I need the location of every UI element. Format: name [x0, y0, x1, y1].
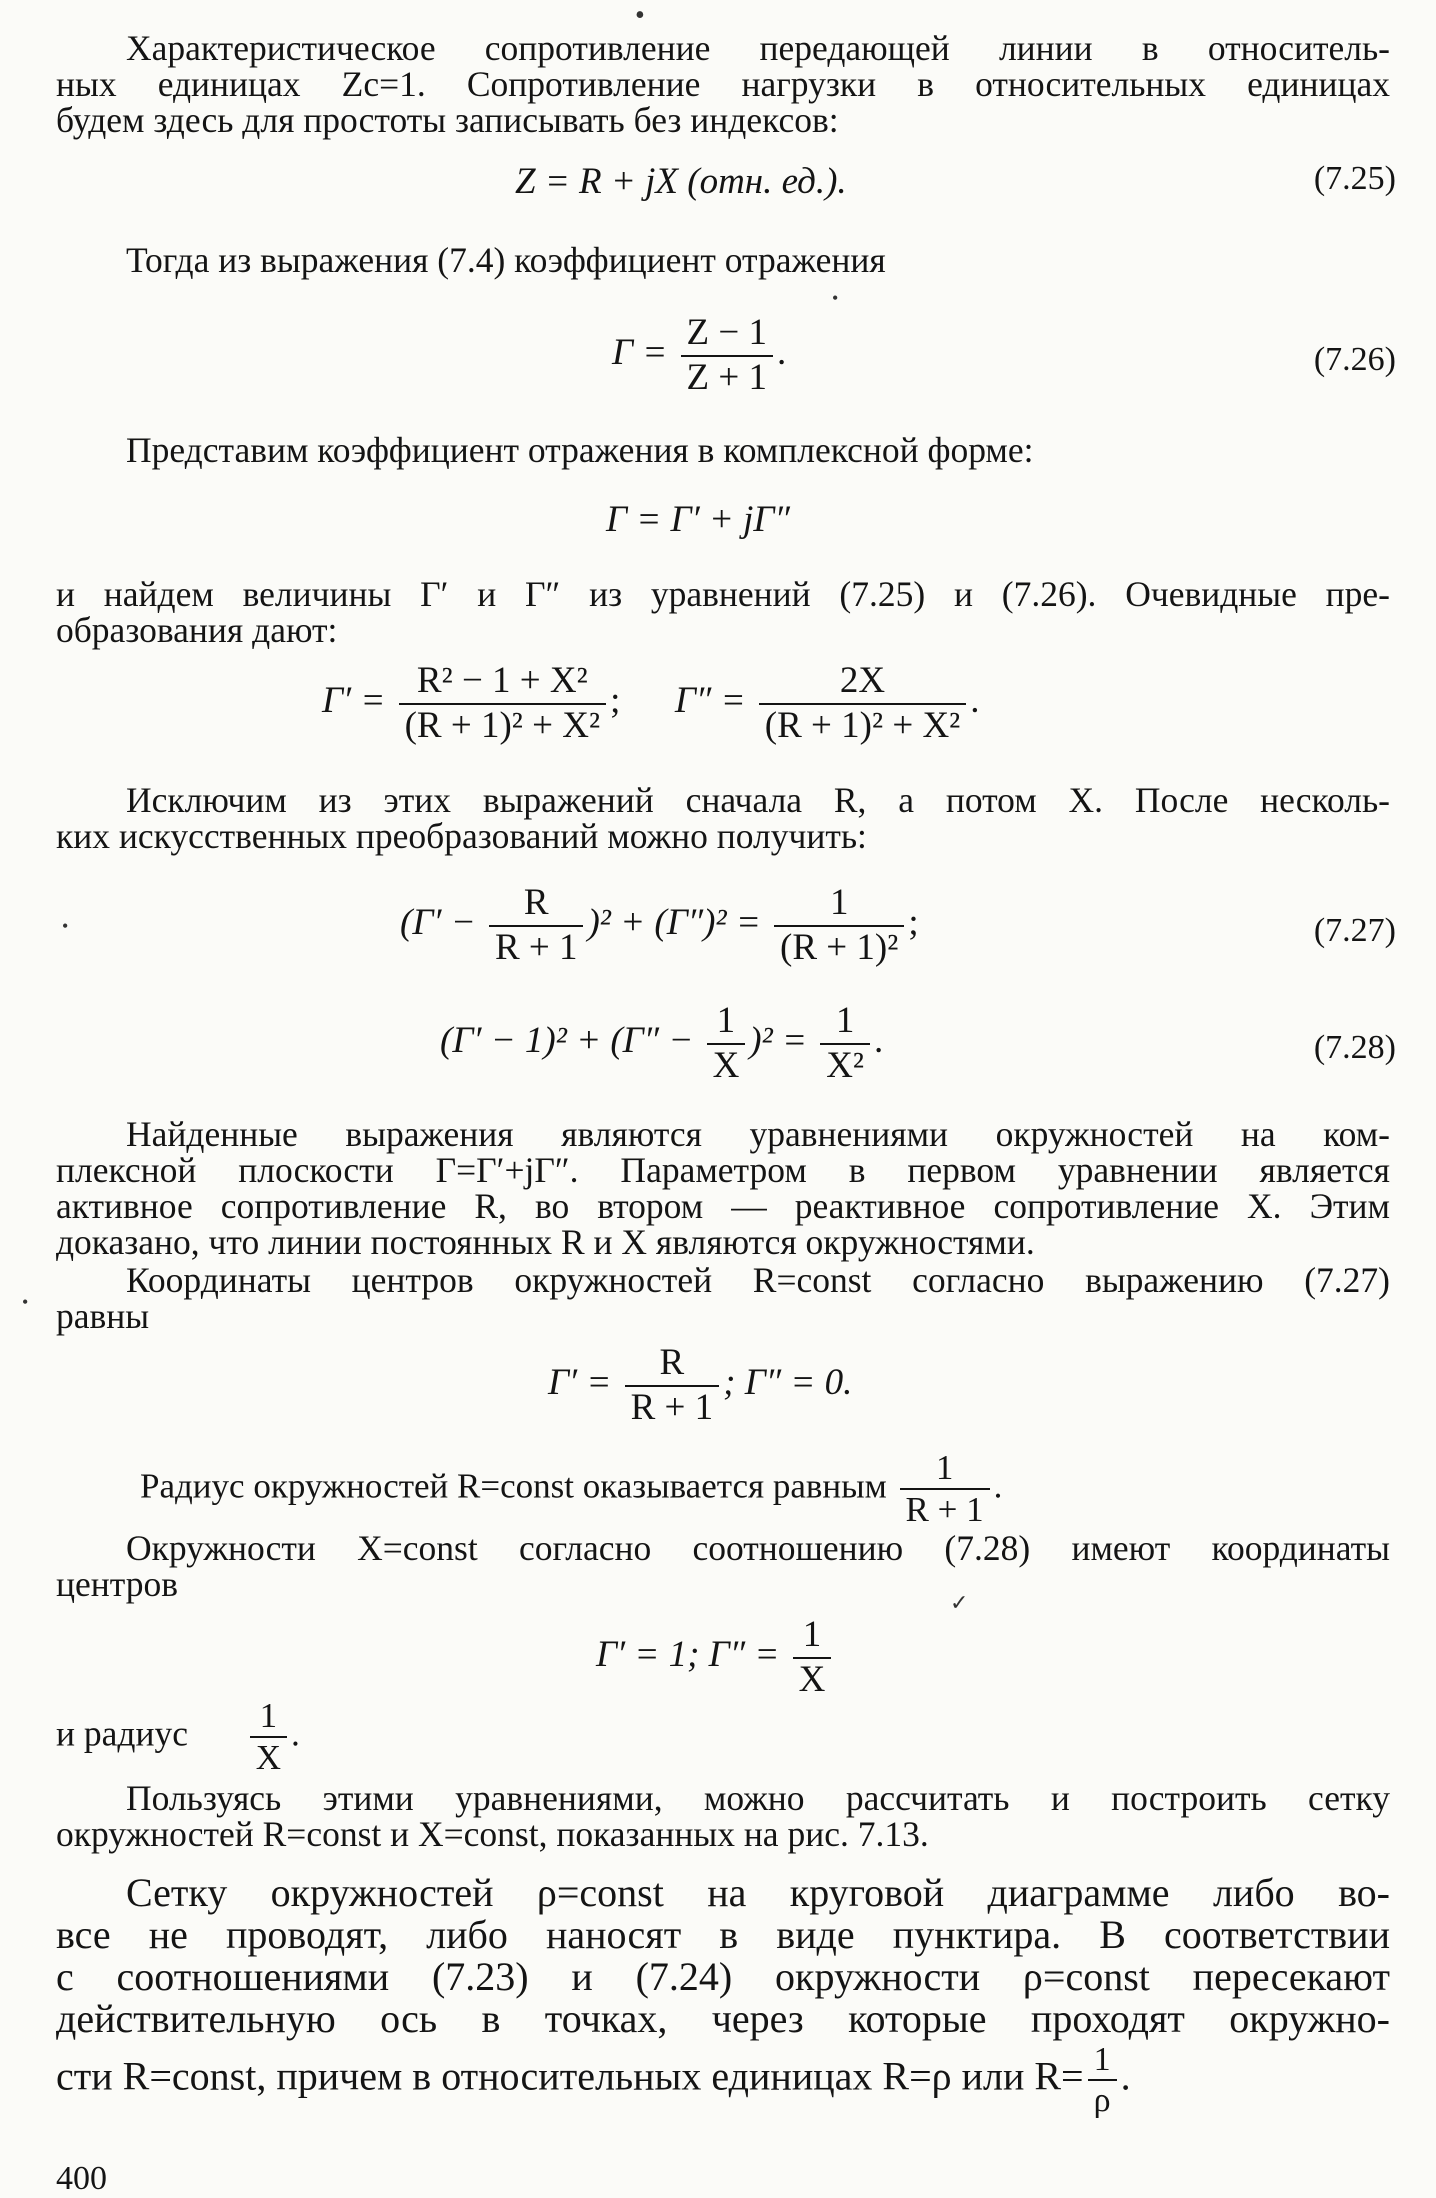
- text-line: Радиус окружностей R=const оказывается равным: [140, 1466, 887, 1506]
- equation-tail: ;: [908, 902, 919, 944]
- fraction-numerator: R² − 1 + X²: [399, 660, 606, 705]
- equation-part: )²: [749, 1020, 773, 1062]
- equation-number: (7.25): [1313, 160, 1396, 197]
- equation-7-26: [612, 312, 786, 399]
- text-line: окружностей R=const и X=const, показанных на рис. 7.13.: [56, 1814, 929, 1854]
- fraction-denominator: R + 1: [905, 1490, 984, 1530]
- equation-tail: .: [993, 1466, 1003, 1506]
- equation-7-25: [515, 160, 847, 203]
- paragraph-circles: [56, 1116, 1390, 1260]
- equation-complex-form: [606, 498, 790, 541]
- paragraph-build-grid: [56, 1780, 1390, 1852]
- equation-centers-x: [596, 1614, 835, 1701]
- paragraph-eliminate: [56, 782, 1390, 854]
- equation-lhs: Г′ = 1; Г″ =: [596, 1634, 780, 1676]
- fraction-denominator: X: [798, 1658, 826, 1700]
- equation-number: (7.27): [1313, 912, 1396, 949]
- text-line: активное сопротивление R, во втором — реактивное сопротивление X. Этим: [56, 1186, 1390, 1226]
- text-line: равны: [56, 1296, 150, 1336]
- text-line: Представим коэффициент отражения в комплексной форме:: [126, 430, 1034, 470]
- equation-part: =: [781, 1020, 807, 1062]
- fraction-numerator: 1: [900, 1448, 990, 1490]
- separator: ;: [610, 680, 621, 722]
- text-line: Координаты центров окружностей R=const согласно выражению (7.27): [126, 1260, 1390, 1300]
- paragraph-complex-form: [56, 432, 1390, 468]
- fraction-denominator: (R + 1)² + X²: [404, 704, 601, 746]
- paragraph-radius-r: [140, 1448, 1240, 1531]
- text-line: плексной плоскости Г=Г′+jГ″. Параметром в первом уравнении является: [56, 1150, 1390, 1190]
- equation-part: (Г′ − 1)² +: [440, 1020, 602, 1062]
- fraction: [625, 1342, 720, 1429]
- fraction-denominator: (R + 1)²: [780, 926, 899, 968]
- print-speck: •: [62, 916, 69, 936]
- text-line: все не проводят, либо наносят в виде пунктира. В соответствии: [56, 1912, 1390, 1957]
- equation-lhs: Г′ =: [548, 1362, 612, 1404]
- equation-part: + (Г″)² =: [620, 902, 761, 944]
- fraction-denominator: X²: [826, 1044, 865, 1086]
- text-line: ких искусственных преобразований можно получить:: [56, 816, 867, 856]
- fraction: [399, 660, 606, 747]
- equation-7-27: [400, 882, 919, 969]
- paragraph-characteristic-impedance: [56, 30, 1390, 138]
- text-line: образования дают:: [56, 610, 338, 650]
- text-line-content: сти R=const, причем в относительных единицах R=ρ или R=: [56, 2053, 1084, 2099]
- text-line: и найдем величины Г′ и Г″ из уравнений (7.25) и (7.26). Очевидные пре-: [56, 574, 1390, 614]
- fraction: [681, 312, 773, 399]
- fraction-numerator: R: [625, 1342, 720, 1387]
- paragraph-radius-x: [56, 1696, 656, 1779]
- fraction-numerator: 2X: [759, 660, 966, 705]
- fraction-numerator: 1: [820, 1000, 870, 1045]
- text-line: с соотношениями (7.23) и (7.24) окружности ρ=const пересекают: [56, 1954, 1390, 1999]
- fraction-denominator: R + 1: [630, 1386, 714, 1428]
- text-line: Сетку окружностей ρ=const на круговой диаграмме либо во-: [126, 1870, 1390, 1915]
- fraction-numerator: 1: [707, 1000, 746, 1045]
- equation-number: (7.28): [1313, 1029, 1396, 1066]
- text-line: Исключим из этих выражений сначала R, а потом X. После несколь-: [126, 780, 1390, 820]
- fraction-numerator: 1: [1088, 2040, 1117, 2081]
- equation-number: (7.26): [1313, 341, 1396, 378]
- text-line: Найденные выражения являются уравнениями окружностей на ком-: [126, 1114, 1390, 1154]
- paragraph-find-values: [56, 576, 1390, 648]
- fraction-numerator: 1: [793, 1614, 832, 1659]
- fraction-denominator: Z + 1: [686, 356, 767, 398]
- fraction-denominator: (R + 1)² + X²: [764, 704, 961, 746]
- fraction-numerator: 1: [774, 882, 904, 927]
- text-line: Тогда из выражения (7.4) коэффициент отражения: [126, 240, 886, 280]
- fraction: [900, 1448, 990, 1531]
- text-line: ных единицах Zc=1. Сопротивление нагрузки в относительных единицах: [56, 64, 1390, 104]
- text-line: и радиус: [56, 1713, 188, 1754]
- fraction: [250, 1696, 287, 1779]
- paragraph-reflection: [56, 242, 1390, 278]
- equation-lhs: Г′ =: [322, 680, 386, 722]
- fraction-denominator: X: [255, 1738, 281, 1778]
- equation-tail: .: [776, 332, 787, 374]
- equation-text: Г = Г′ + jГ″: [606, 499, 790, 540]
- fraction: [793, 1614, 832, 1701]
- equation-7-28: [440, 1000, 883, 1087]
- fraction: [1088, 2040, 1117, 2120]
- fraction: [774, 882, 904, 969]
- fraction-numerator: 1: [250, 1696, 287, 1738]
- print-speck: •: [635, 0, 645, 31]
- paragraph-rho-circles: [56, 1872, 1390, 2120]
- equation-part: (Г′ −: [400, 902, 476, 944]
- paragraph-centers-r: [56, 1262, 1390, 1334]
- text-line: Пользуясь этими уравнениями, можно рассчитать и построить сетку: [126, 1778, 1390, 1818]
- text-line: доказано, что линии постоянных R и X являются окружностями.: [56, 1222, 1035, 1262]
- equation-centers-r: [548, 1342, 852, 1429]
- equation-lhs: Г =: [612, 332, 668, 374]
- fraction-numerator: Z − 1: [681, 312, 773, 357]
- fraction: [489, 882, 584, 969]
- equation-real-imag-parts: [322, 660, 980, 747]
- equation-tail: ; Г″ = 0.: [723, 1362, 853, 1404]
- fraction-denominator: X: [712, 1044, 740, 1086]
- print-speck: •: [832, 288, 839, 308]
- text-line: Характеристическое сопротивление передающей линии в относитель-: [126, 28, 1390, 68]
- fraction: [759, 660, 966, 747]
- fraction-numerator: R: [489, 882, 584, 927]
- print-speck: •: [22, 1292, 29, 1312]
- fraction-denominator: R + 1: [494, 926, 578, 968]
- text-line: будем здесь для простоты записывать без индексов:: [56, 100, 839, 140]
- text-line: центров: [56, 1564, 178, 1604]
- equation-tail: .: [874, 1020, 884, 1062]
- equation-tail: .: [290, 1713, 300, 1754]
- equation-tail: .: [970, 680, 980, 722]
- page-number: 400: [56, 2160, 107, 2197]
- fraction: [707, 1000, 746, 1087]
- equation-tail: .: [1120, 2053, 1131, 2099]
- equation-text: Z = R + jX (отн. ед.).: [515, 161, 847, 202]
- equation-part: (Г″ −: [610, 1020, 694, 1062]
- fraction-denominator: ρ: [1093, 2082, 1111, 2120]
- fraction: [820, 1000, 870, 1087]
- text-line: действительную ось в точках, через которые проходят окружно-: [56, 1996, 1390, 2041]
- text-line: Окружности X=const согласно соотношению (7.28) имеют координаты: [126, 1528, 1390, 1568]
- equation-part: )²: [587, 902, 611, 944]
- text-line: [56, 2040, 1390, 2120]
- equation-lhs: Г″ =: [674, 680, 746, 722]
- print-speck: ✓: [950, 1590, 969, 1615]
- paragraph-centers-x: [56, 1530, 1390, 1602]
